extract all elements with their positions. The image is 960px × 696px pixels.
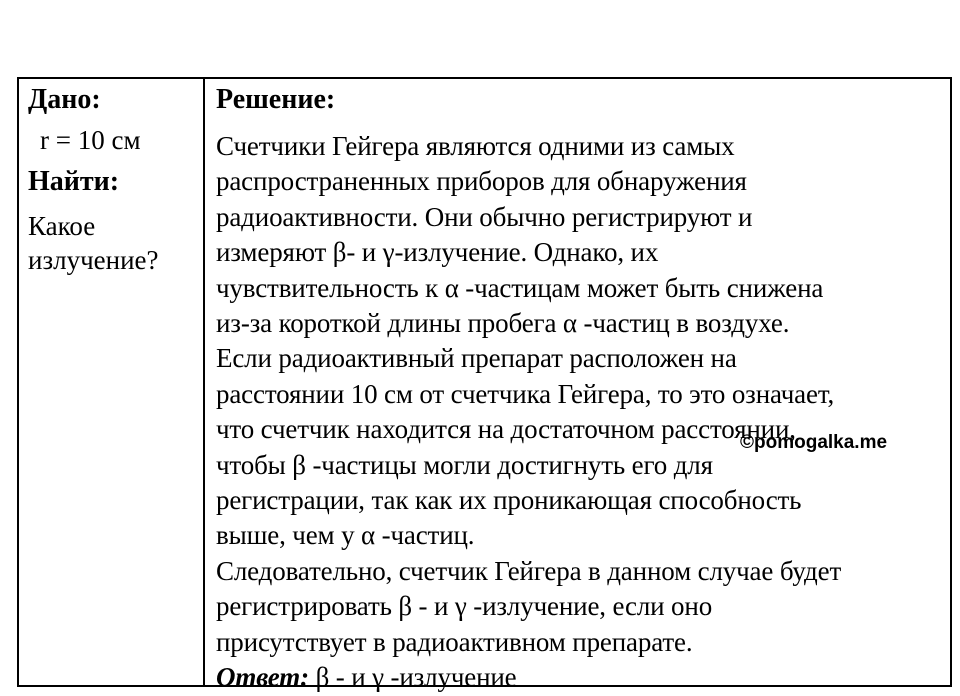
solution-line: из-за короткой длины пробега α -частиц в воздухе. [216, 308, 790, 339]
find-question-line-2: излучение? [28, 245, 159, 275]
find-question-line-1: Какое [28, 211, 96, 241]
solution-heading: Решение: [216, 84, 336, 115]
solution-body [216, 129, 950, 696]
given-column [19, 79, 205, 685]
solution-line: радиоактивности. Они обычно регистрируют и [216, 201, 753, 232]
watermark: ©pomogalka.me [740, 432, 888, 453]
solution-line: Следовательно, счетчик Гейгера в данном случае будет [216, 555, 842, 586]
solution-table [17, 77, 952, 693]
solution-line: Если радиоактивный препарат расположен на [216, 343, 737, 374]
given-value: r = 10 см [40, 125, 141, 155]
given-heading: Дано: [28, 84, 101, 115]
solution-line: регистрации, так как их проникающая способность [216, 485, 802, 516]
answer-text: β - и γ -излучение [315, 662, 517, 693]
solution-line: регистрировать β - и γ -излучение, если оно [216, 591, 713, 622]
find-heading: Найти: [28, 166, 120, 197]
answer-label: Ответ: [216, 662, 309, 693]
solution-line: чтобы β -частицы могли достигнуть его для [216, 449, 713, 480]
answer-line [216, 660, 950, 695]
solution-line: измеряют β- и γ-излучение. Однако, их [216, 237, 659, 268]
solution-line: присутствует в радиоактивном препарате. [216, 626, 693, 657]
solution-line: что счетчик находится на достаточном расстоянии, [216, 414, 796, 445]
solution-column [205, 79, 950, 693]
solution-line: распространенных приборов для обнаружения [216, 166, 747, 197]
solution-line: выше, чем у α -частиц. [216, 520, 475, 551]
solution-line: расстоянии 10 см от счетчика Гейгера, то это означает, [216, 378, 835, 409]
solution-line: чувствительность к α -частицам может быть снижена [216, 272, 824, 303]
find-question [28, 209, 203, 277]
solution-line: Счетчики Гейгера являются одними из самых [216, 131, 735, 161]
